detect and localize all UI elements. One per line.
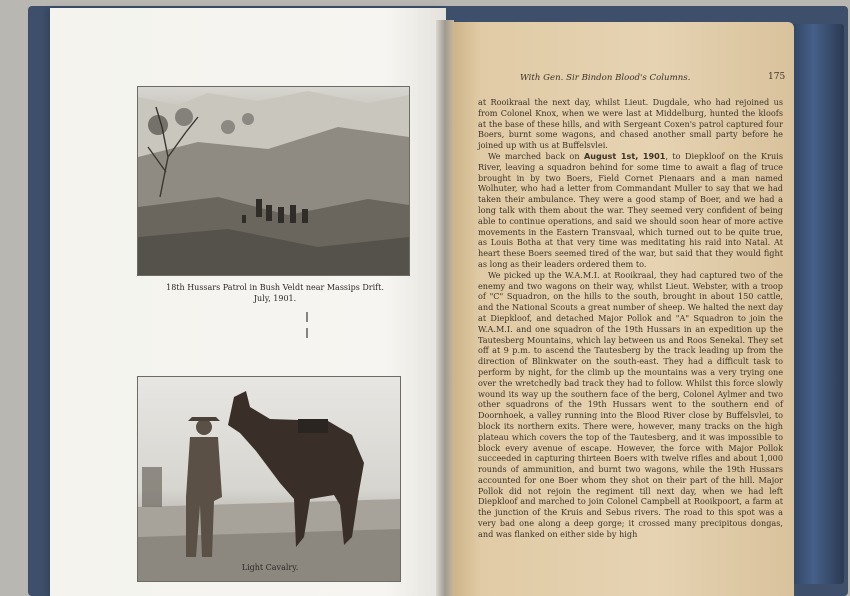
paragraph-3: We picked up the W.A.M.I. at Rooikraal, they had captured two of the enemy and two wagons on their way, whilst Lieut. Webster, with a troop of "C" Squadron, on the hills to the south, brought in about 150 cattle, and the National Scouts a great number of sheep. We halted the next day at Diepkloof, and detached Major Pollok and "A" Squadron to join the W.A.M.I. and one squadron of the 19th Hussars in an expedition up the Tautesberg Mountains, which lay between us and Roos Senekal. They set off at 9 p.m. to ascend the Tautesberg by the track leading up from the direction of Blinkwater on the south-east. They had a difficult task to perform by night, for the climb up the mountains was a very trying one over the wretchedly bad track they had to follow. Whilst this force slowly wound its way up the southern face of the berg, Colonel Aylmer and two other squadrons of the 19th Hussars went to the southern end of Doornhoek, a valley running into the Blood River close by Buffelsvlei, to block its northern exits. There were, however, many tracks on the high plateau which covers the top of the Tautesberg, and it was impossible to block every avenue of escape. However, the force with Major Pollok succeeded in capturing thirteen Boers with twelve rifles and about 1,000 rounds of ammunition, and burnt two wagons, while the 19th Hussars accounted for one Boer whom they shot on their part of the hill. Major Pollok did not rejoin the regiment till next day, when we had left Diepkloof and marched to join Colonel Campbell at Rooikpoort, a farm at the junction of the Kruis and Sebus rivers. The road to this spot was a very bad one along a deep gorge; it crossed many precipitous dongas, and was flanked on either side by high	[478, 269, 783, 539]
running-head: With Gen. Sir Bindon Blood's Columns.	[520, 73, 691, 83]
paragraph-2-start: We marched back on	[488, 150, 580, 161]
date-highlight: August 1st, 1901	[583, 150, 666, 161]
book-gutter	[436, 20, 454, 596]
page-number: 175	[768, 72, 786, 82]
paragraph-1: at Rooikraal the next day, whilst Lieut. Dugdale, who had rejoined us from Colonel Knox, when we were last at Middelburg, hunted the kloofs at the base of these hills, and with Sergeant Coxen's patrol captured four Boers, burnt some wagons, and chased another small party before he joined up with us at Buffelsvlei.	[478, 97, 783, 151]
book-spine	[788, 24, 844, 584]
paragraph-2-rest: , to Diepkloof on the Kruis River, leaving a squadron behind for some time to await a flag of truce brought in by two Boers, Field Cornet Pienaars and a man named Wolhuter, who had a letter from Commandant Muller to say that we had taken their ambulance. They were a good stamp of Boer, and we had a long talk with them about the war. They seemed very confident of being able to continue operations, and said we should soon hear of more active movements in the Eastern Transvaal, which turned out to be quite true, as Louis Botha at that very time was meditating his raid into Natal. At heart these Boers seemed tired of the war, but said that they would fight as long as their leaders ordered them to.	[478, 150, 783, 269]
page-body-text	[478, 97, 783, 540]
patrol-photo-illustration	[138, 87, 409, 275]
light-cavalry-photo	[137, 376, 401, 582]
patrol-photo-caption: 18th Hussars Patrol in Bush Veldt near Massips Drift.	[166, 283, 384, 292]
light-cavalry-photo-illustration	[138, 377, 400, 581]
page-mark	[305, 312, 309, 338]
light-cavalry-caption: Light Cavalry.	[241, 563, 299, 572]
patrol-photo	[137, 86, 410, 276]
paragraph-2	[478, 151, 783, 270]
patrol-photo-date: July, 1901.	[253, 294, 297, 303]
